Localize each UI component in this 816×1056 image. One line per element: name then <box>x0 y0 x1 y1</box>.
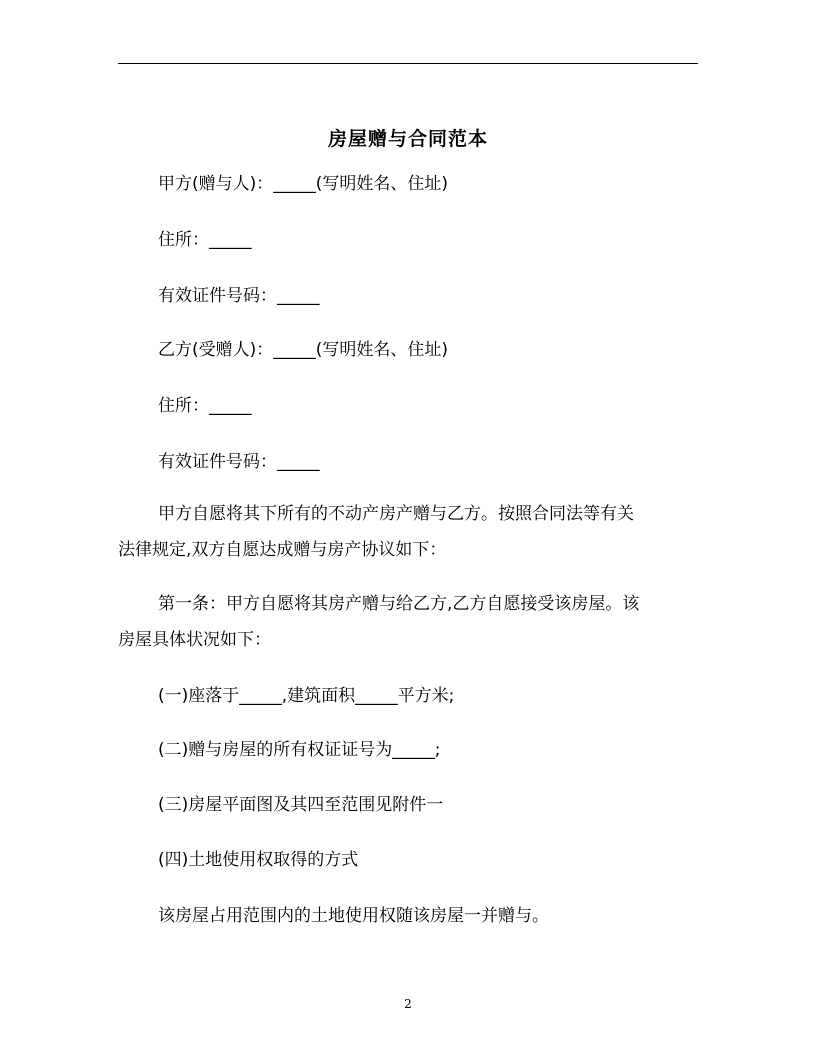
item-1-location: (一)座落于_____,建筑面积_____平方米; <box>158 686 455 706</box>
article-1-line-2: 房屋具体状况如下： <box>118 630 271 650</box>
item-3-floor-plan: (三)房屋平面图及其四至范围见附件一 <box>158 795 444 815</box>
party-b-line: 乙方(受赠人)：_____(写明姓名、住址) <box>158 340 449 360</box>
page-number: 2 <box>404 997 412 1011</box>
item-4-land-use: (四)土地使用权取得的方式 <box>158 850 359 870</box>
intro-paragraph-line-1: 甲方自愿将其下所有的不动产房产赠与乙方。按照合同法等有关 <box>158 504 634 524</box>
party-b-address: 住所：_____ <box>158 396 252 416</box>
party-a-line: 甲方(赠与人)：_____(写明姓名、住址) <box>158 174 449 194</box>
intro-paragraph-line-2: 法律规定,双方自愿达成赠与房产协议如下： <box>118 540 447 560</box>
item-2-certificate: (二)赠与房屋的所有权证证号为_____; <box>158 740 441 760</box>
party-b-id: 有效证件号码：_____ <box>158 452 320 472</box>
land-use-statement: 该房屋占用范围内的土地使用权随该房屋一并赠与。 <box>158 906 549 926</box>
header-rule <box>118 63 698 64</box>
article-1-line-1: 第一条：甲方自愿将其房产赠与给乙方,乙方自愿接受该房屋。该 <box>158 594 640 614</box>
document-title: 房屋赠与合同范本 <box>327 128 488 150</box>
party-a-id: 有效证件号码：_____ <box>158 286 320 306</box>
party-a-address: 住所：_____ <box>158 230 252 250</box>
